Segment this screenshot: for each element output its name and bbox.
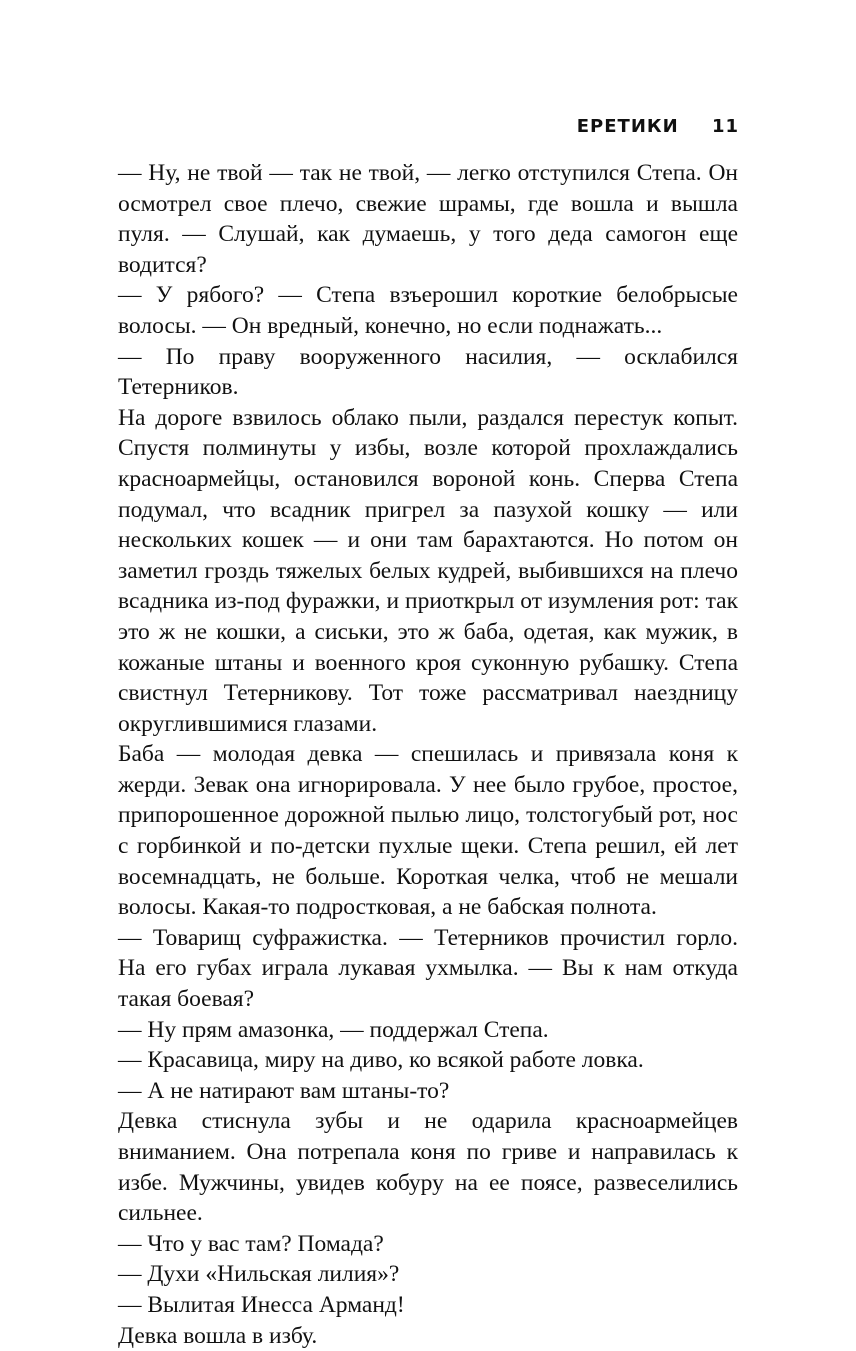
body-text [118, 158, 738, 1351]
paragraph: — Что у вас там? Помада? [118, 1230, 384, 1257]
paragraph: — По праву вооруженного насилия, — осклабился Тетерников. [118, 343, 738, 401]
chapter-title: ЕРЕТИКИ [576, 116, 679, 137]
paragraph: — Красавица, миру на диво, ко всякой работе ловка. [118, 1047, 644, 1074]
paragraph: На дороге взвилось облако пыли, раздался перестук копыт. Спустя полминуты у избы, возле которой прохлаждались красноармейцы, остановился вороной конь. Сперва Степа подумал, что всадник пригрел за пазухой кошку — или нескольких кошек — и они там барахтаются. Но потом он заметил гроздь тяжелых белых кудрей, выбившихся на плечо всадника из-под фуражки, и приоткрыл от изумления рот: так это ж не кошки, а сиськи, это ж баба, одетая, как мужик, в кожаные штаны и военного кроя суконную рубашку. Степа свистнул Тетерникову. Тот тоже рассматривал наездницу округлившимися глазами. [118, 404, 738, 737]
page-number: 11 [711, 116, 739, 137]
paragraph: — Товарищ суфражистка. — Тетерников прочистил горло. На его губах играла лукавая ухмылка. — Вы к нам откуда такая боевая? [118, 924, 738, 1013]
paragraph: — Ну, не твой — так не твой, — легко отступился Степа. Он осмотрел свое плечо, свежие шрамы, где вошла и вышла пуля. — Слушай, как думаешь, у того деда самогон еще водится? [118, 160, 738, 278]
paragraph: — Ну прям амазонка, — поддержал Степа. [118, 1016, 549, 1043]
paragraph: Девка стиснула зубы и не одарила красноармейцев вниманием. Она потрепала коня по гриве и направилась к избе. Мужчины, увидев кобуру на ее поясе, развеселились сильнее. [118, 1108, 738, 1227]
paragraph: — У рябого? — Степа взъерошил короткие белобрысые волосы. — Он вредный, конечно, но если поднажать... [118, 282, 738, 339]
paragraph: — А не натирают вам штаны-то? [118, 1077, 450, 1104]
paragraph: — Вылитая Инесса Арманд! [118, 1291, 405, 1318]
paragraph: Баба — молодая девка — спешилась и привязала коня к жерди. Зевак она игнорировала. У нее было грубое, простое, припорошенное дорожной пылью лицо, толстогубый рот, нос с горбинкой и по-детски пухлые щеки. Степа решил, ей лет восемнадцать, не больше. Короткая челка, чтоб не мешали волосы. Какая-то подростковая, а не бабская полнота. [118, 741, 738, 921]
running-header [577, 116, 739, 137]
paragraph: — Духи «Нильская лилия»? [118, 1261, 400, 1288]
paragraph: Девка вошла в избу. [118, 1322, 318, 1349]
